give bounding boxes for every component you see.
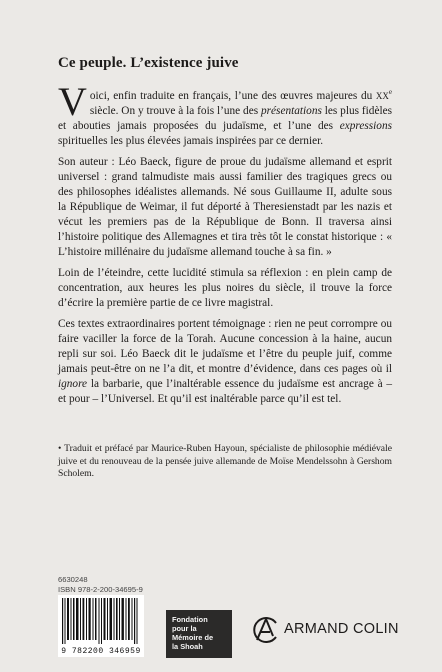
book-title: Ce peuple. L’existence juive (58, 55, 239, 71)
blurb-paragraph-2: Son auteur : Léo Baeck, figure de proue du judaïsme allemand et esprit universel : grand talmudiste mais aussi familier des tragiques grecs ou des philosophes idéalistes allemands. Né sous Guillaume II, adulte sous la République de Weimar, il fut déporté à Theresienstadt par les nazis et vécut les premiers pas de la République de Bonn. Il traversa ainsi l’histoire politique des Allemagnes et tira très tôt le constat historique : « L’histoire millénaire du judaïsme allemand touche à sa fin. » (58, 155, 392, 258)
translator-note: • Traduit et préfacé par Maurice-Ruben Hayoun, spécialiste de philosophie médiévale juive et du renouveau de la pensée juive allemande de Moïse Mendelssohn à Gershom Scholem. (58, 443, 392, 480)
publisher-name: ARMAND COLIN (284, 621, 399, 637)
barcode-number: 9 782200 346959 (61, 647, 141, 656)
catalog-code: 6630248 (58, 575, 88, 584)
publisher-logo (251, 614, 399, 644)
drop-cap: V (58, 79, 87, 124)
ac-monogram-icon (251, 614, 281, 644)
foundation-logo: Fondation pour la Mémoire de la Shoah (166, 610, 232, 658)
catalog-meta (58, 575, 143, 595)
blurb (58, 79, 393, 413)
blurb-paragraph-4: Ces textes extraordinaires portent témoignage : rien ne peut corrompre ou faire vaciller la force de la Torah. Aucune concession à la haine, aucun repli sur soi. Léo Baeck dit le judaïsme et l’être du peuple juif, comme jamais peut-être on ne l’a dit, et montre d’évidence, dans ces pages où il ignore la barbarie, que l’inaltérable essence du judaïsme est ancrage à – et pour – l’Universel. Et qu’il est inaltérable parce qu’il est tel. (58, 317, 392, 405)
barcode (58, 595, 144, 657)
isbn: ISBN 978-2-200-34695-9 (58, 585, 143, 594)
barcode-bars (58, 595, 144, 645)
blurb-paragraph-1: Voici, enfin traduite en français, l’une des œuvres majeures du XXe siècle. On y trouve à la fois l’une des présentations les plus fidèles et abouties jamais proposées du judaïsme, et l’une des expressions spirituelles les plus élevées jamais inspirées par ce dernier. (58, 79, 393, 147)
blurb-paragraph-3: Loin de l’éteindre, cette lucidité stimula sa réflexion : en plein camp de concentration, aux heures les plus noires du siècle, il trouve la force d’écrire la première partie de ce livre magistral. (58, 266, 392, 309)
century-numeral: XX (375, 90, 389, 101)
